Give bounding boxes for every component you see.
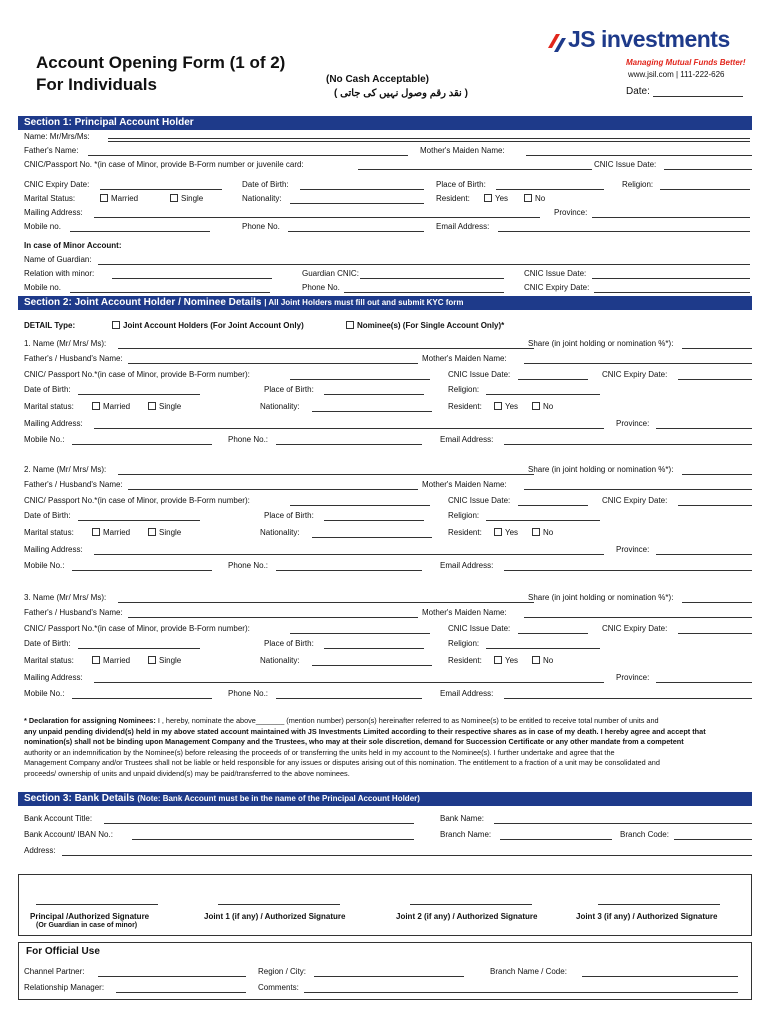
section3-title: Section 3: Bank Details <box>24 793 135 804</box>
comments-label: Comments: <box>258 983 299 992</box>
section2-note: | All Joint Holders must fill out and submit KYC form <box>264 298 464 307</box>
holder2-share-label: Share (in joint holding or nomination %*): <box>528 465 674 474</box>
holder3-married-checkbox[interactable]: Married <box>92 655 130 666</box>
holder2-single-checkbox[interactable]: Single <box>148 527 181 538</box>
cnic-issue-label: CNIC Issue Date: <box>594 160 657 169</box>
holder1-field-line[interactable] <box>276 434 422 445</box>
province-label: Province: <box>554 208 588 217</box>
section1-title: Section 1: Principal Account Holder <box>24 117 194 128</box>
dob-label: Date of Birth: <box>242 180 289 189</box>
holder3-field-line[interactable] <box>518 623 588 634</box>
holder1-field-line[interactable] <box>78 384 200 395</box>
section2-header <box>18 296 752 310</box>
cnic-label: CNIC/Passport No. *(in case of Minor, provide B-Form number or juvenile card: <box>24 160 304 169</box>
holder1-row-2[interactable] <box>24 353 752 364</box>
js-investments-logo <box>546 28 750 68</box>
holder2-field-line[interactable] <box>324 510 424 521</box>
logo-tagline: Managing Mutual Funds Better! <box>626 58 746 67</box>
holder2-mother-label: Mother's Maiden Name: <box>422 480 507 489</box>
guardian-cnic-label: Guardian CNIC: <box>302 269 359 278</box>
holder3-father-label: Father's / Husband's Name: <box>24 608 123 617</box>
holder3-province-label: Province: <box>616 673 650 682</box>
holder3-row-1[interactable] <box>24 592 752 603</box>
holder2-pob-label: Place of Birth: <box>264 511 314 520</box>
mobile-label: Mobile no. <box>24 222 61 231</box>
date-line <box>653 89 743 97</box>
holder3-field-line[interactable] <box>504 688 752 699</box>
holder3-row-3[interactable] <box>24 623 752 634</box>
principal-name-row[interactable] <box>24 131 752 142</box>
holder3-yes-checkbox[interactable]: Yes <box>494 655 518 666</box>
name-label: Name: Mr/Mrs/Ms: <box>24 132 90 141</box>
holder2-field-line[interactable] <box>78 510 200 521</box>
holder3-field-line[interactable] <box>72 688 212 699</box>
joint3-signature[interactable] <box>598 896 720 905</box>
holder3-phone-label: Phone No.: <box>228 689 269 698</box>
name-line <box>108 131 750 139</box>
holder1-yes-checkbox[interactable]: Yes <box>494 401 518 412</box>
holder3-row-2[interactable] <box>24 607 752 618</box>
holder1-single-checkbox[interactable]: Single <box>148 401 181 412</box>
holder2-field-line[interactable] <box>486 510 600 521</box>
principal-parents-row[interactable] <box>24 145 752 156</box>
holder2-field-line[interactable] <box>72 560 212 571</box>
holder1-field-line[interactable] <box>504 434 752 445</box>
holder1-cnic-label: CNIC/ Passport No.*(in case of Minor, provide B-Form number): <box>24 370 250 379</box>
holder2-field-line[interactable] <box>682 464 752 475</box>
holder1-row-6[interactable] <box>24 418 752 429</box>
holder1-mother-label: Mother's Maiden Name: <box>422 354 507 363</box>
holder3-field-line[interactable] <box>118 592 534 603</box>
holder1-field-line[interactable] <box>312 401 432 412</box>
holder3-share-label: Share (in joint holding or nomination %*): <box>528 593 674 602</box>
holder1-married-checkbox[interactable]: Married <box>92 401 130 412</box>
holder3-nationality-label: Nationality: <box>260 656 300 665</box>
holder3-field-line[interactable] <box>312 655 432 666</box>
section2-title: Section 2: Joint Account Holder / Nominee Details <box>24 297 262 308</box>
branch-name-label: Branch Name: <box>440 830 492 839</box>
holder3-cnic-expiry-label: CNIC Expiry Date: <box>602 624 668 633</box>
holder2-row-4[interactable] <box>24 510 752 521</box>
iban-label: Bank Account/ IBAN No.: <box>24 830 113 839</box>
contact-info: www.jsil.com | 111-222-626 <box>628 70 725 79</box>
holder2-field-line[interactable] <box>678 495 752 506</box>
holder1-no-checkbox[interactable]: No <box>532 401 553 412</box>
holder3-field-line[interactable] <box>682 592 752 603</box>
holder1-mobile-label: Mobile No.: <box>24 435 65 444</box>
holder1-religion-label: Religion: <box>448 385 480 394</box>
relation-label: Relation with minor: <box>24 269 95 278</box>
holder1-field-line[interactable] <box>518 369 588 380</box>
holder1-mailing-label: Mailing Address: <box>24 419 83 428</box>
bank-address-row[interactable] <box>24 845 752 856</box>
official-branch-label: Branch Name / Code: <box>490 967 567 976</box>
declaration-title: * Declaration for assigning Nominees: <box>24 716 156 725</box>
holder1-field-line[interactable] <box>656 418 752 429</box>
date-field[interactable] <box>626 86 743 97</box>
joint2-signature[interactable] <box>410 896 532 905</box>
resident-no-checkbox[interactable]: No <box>524 193 545 204</box>
holder2-field-line[interactable] <box>128 479 418 490</box>
joint1-signature[interactable] <box>218 896 340 905</box>
iban-row[interactable] <box>24 829 752 840</box>
holder2-name-label: 2. Name (Mr/ Mrs/ Ms): <box>24 465 107 474</box>
holder3-field-line[interactable] <box>324 638 424 649</box>
principal-signature[interactable] <box>36 896 158 905</box>
principal-cnic-row[interactable] <box>24 159 752 170</box>
principal-dob-row[interactable] <box>24 179 752 190</box>
religion-label: Religion: <box>622 180 654 189</box>
holder2-field-line[interactable] <box>656 544 752 555</box>
holder3-row-4[interactable] <box>24 638 752 649</box>
holder1-field-line[interactable] <box>72 434 212 445</box>
holder2-resident-label: Resident: <box>448 528 482 537</box>
holder1-nationality-label: Nationality: <box>260 402 300 411</box>
holder2-field-line[interactable] <box>518 495 588 506</box>
holder1-name-label: 1. Name (Mr/ Mrs/ Ms): <box>24 339 107 348</box>
nominee-declaration: * Declaration for assigning Nominees: I , hereby, nominate the above_______ (mention number) person(s) hereinafter referred to as Nominee(s) to be entitled to receive total number of units and any unpaid pending dividend(s) held in my above stated account maintained with JS Investments Limited according to their respective shares as in case of my death. I hereby agree and accept that nomination(s) shall not be binding upon Management Company and the Trustees, who may at their sole discretion, demand for Succession Certificate or any other mandate from a competent authority or an indemnification by the Nominee(s) before releasing the proceeds of or transferring the units held in my account to the Nominee(s). I further undertake and agree that the Management Company and/or Trustees shall not be liable or held responsible for any issues or disputes arising out of this nomination. The entitlement to a fraction of a unit may be consolidated and proceeds/ ownership of units and unpaid dividend(s) may be paid/transferred to the above nominees. <box>24 716 706 778</box>
holder2-row-2[interactable] <box>24 479 752 490</box>
holder1-field-line[interactable] <box>94 418 604 429</box>
holder3-name-label: 3. Name (Mr/ Mrs/ Ms): <box>24 593 107 602</box>
detail-type-label: DETAIL Type: <box>24 321 76 330</box>
holder1-cnic-expiry-label: CNIC Expiry Date: <box>602 370 668 379</box>
holder3-field-line[interactable] <box>486 638 600 649</box>
logo-text: JS investments <box>568 26 730 52</box>
no-cash-note: (No Cash Acceptable) <box>326 74 429 85</box>
pob-label: Place of Birth: <box>436 180 486 189</box>
phone-label: Phone No. <box>242 222 280 231</box>
mailing-label: Mailing Address: <box>24 208 83 217</box>
holder2-father-label: Father's / Husband's Name: <box>24 480 123 489</box>
minor-cnic-issue-label: CNIC Issue Date: <box>524 269 587 278</box>
cnic-expiry-label: CNIC Expiry Date: <box>24 180 90 189</box>
holder2-field-line[interactable] <box>524 479 752 490</box>
holder3-field-line[interactable] <box>94 672 604 683</box>
holder3-field-line[interactable] <box>276 688 422 699</box>
minor-contact-row[interactable] <box>24 282 752 293</box>
official-row-2[interactable] <box>24 982 744 993</box>
region-label: Region / City: <box>258 967 307 976</box>
joint2-signature-label: Joint 2 (if any) / Authorized Signature <box>396 912 538 921</box>
section3-header <box>18 792 752 806</box>
joint3-signature-label: Joint 3 (if any) / Authorized Signature <box>576 912 718 921</box>
holder1-row-1[interactable] <box>24 338 752 349</box>
rm-label: Relationship Manager: <box>24 983 105 992</box>
holder3-email-label: Email Address: <box>440 689 494 698</box>
holder1-father-label: Father's / Husband's Name: <box>24 354 123 363</box>
holder2-yes-checkbox[interactable]: Yes <box>494 527 518 538</box>
holder1-field-line[interactable] <box>678 369 752 380</box>
holder1-row-7[interactable] <box>24 434 752 445</box>
single-checkbox[interactable]: Single <box>170 193 203 204</box>
bank-address-label: Address: <box>24 846 56 855</box>
holder3-cnic-issue-label: CNIC Issue Date: <box>448 624 511 633</box>
holder2-no-checkbox[interactable]: No <box>532 527 553 538</box>
guardian-name-row[interactable] <box>24 254 752 265</box>
holder2-phone-label: Phone No.: <box>228 561 269 570</box>
holder3-field-line[interactable] <box>678 623 752 634</box>
holder2-province-label: Province: <box>616 545 650 554</box>
holder3-field-line[interactable] <box>78 638 200 649</box>
branch-code-label: Branch Code: <box>620 830 669 839</box>
section1-header <box>18 116 752 130</box>
holder3-field-line[interactable] <box>524 607 752 618</box>
holder2-field-line[interactable] <box>290 495 430 506</box>
holder3-field-line[interactable] <box>656 672 752 683</box>
bank-name-label: Bank Name: <box>440 814 485 823</box>
principal-signature-note: (Or Guardian in case of minor) <box>36 922 138 929</box>
holder2-cnic-expiry-label: CNIC Expiry Date: <box>602 496 668 505</box>
holder2-field-line[interactable] <box>118 464 534 475</box>
principal-marital-row[interactable] <box>24 193 752 204</box>
official-use-title: For Official Use <box>26 946 100 957</box>
holder2-row-1[interactable] <box>24 464 752 475</box>
holder3-resident-label: Resident: <box>448 656 482 665</box>
form-subtitle: For Individuals <box>36 75 157 94</box>
official-row-1[interactable] <box>24 966 744 977</box>
holder3-mother-label: Mother's Maiden Name: <box>422 608 507 617</box>
minor-phone-label: Phone No. <box>302 283 340 292</box>
holder3-pob-label: Place of Birth: <box>264 639 314 648</box>
form-title: Account Opening Form (1 of 2) <box>36 53 286 72</box>
channel-partner-label: Channel Partner: <box>24 967 85 976</box>
urdu-note: ( نقد رقم وصول نہیں کی جاتی ) <box>334 88 468 99</box>
holder2-marital-label: Marital status: <box>24 528 74 537</box>
holder1-phone-label: Phone No.: <box>228 435 269 444</box>
holder3-field-line[interactable] <box>128 607 418 618</box>
email-label: Email Address: <box>436 222 490 231</box>
holder3-religion-label: Religion: <box>448 639 480 648</box>
holder2-field-line[interactable] <box>276 560 422 571</box>
holder2-dob-label: Date of Birth: <box>24 511 71 520</box>
holder2-mailing-label: Mailing Address: <box>24 545 83 554</box>
holder1-row-5[interactable] <box>24 401 752 412</box>
holder2-mobile-label: Mobile No.: <box>24 561 65 570</box>
holder2-row-5[interactable] <box>24 527 752 538</box>
minor-heading: In case of Minor Account: <box>24 241 122 250</box>
father-label: Father's Name: <box>24 146 79 155</box>
holder1-field-line[interactable] <box>324 384 424 395</box>
bank-title-row[interactable] <box>24 813 752 824</box>
holder1-share-label: Share (in joint holding or nomination %*): <box>528 339 674 348</box>
holder2-field-line[interactable] <box>94 544 604 555</box>
holder1-dob-label: Date of Birth: <box>24 385 71 394</box>
resident-label: Resident: <box>436 194 470 203</box>
holder3-field-line[interactable] <box>290 623 430 634</box>
holder1-field-line[interactable] <box>290 369 430 380</box>
holder2-cnic-issue-label: CNIC Issue Date: <box>448 496 511 505</box>
holder2-nationality-label: Nationality: <box>260 528 300 537</box>
holder1-row-4[interactable] <box>24 384 752 395</box>
mother-label: Mother's Maiden Name: <box>420 146 505 155</box>
nominee-option-checkbox[interactable]: Nominee(s) (For Single Account Only)* <box>346 320 504 331</box>
joint1-signature-label: Joint 1 (if any) / Authorized Signature <box>204 912 346 921</box>
married-checkbox[interactable]: Married <box>100 193 138 204</box>
holder3-no-checkbox[interactable]: No <box>532 655 553 666</box>
marital-label: Marital Status: <box>24 194 76 203</box>
holder3-single-checkbox[interactable]: Single <box>148 655 181 666</box>
holder1-marital-label: Marital status: <box>24 402 74 411</box>
principal-signature-label: Principal /Authorized Signature <box>30 912 150 921</box>
holder2-married-checkbox[interactable]: Married <box>92 527 130 538</box>
holder2-row-6[interactable] <box>24 544 752 555</box>
holder2-row-3[interactable] <box>24 495 752 506</box>
joint-option-checkbox[interactable]: Joint Account Holders (For Joint Account Only) <box>112 320 304 331</box>
holder1-row-3[interactable] <box>24 369 752 380</box>
holder1-field-line[interactable] <box>118 338 534 349</box>
holder3-row-5[interactable] <box>24 655 752 666</box>
minor-mobile-label: Mobile no. <box>24 283 61 292</box>
holder1-field-line[interactable] <box>486 384 600 395</box>
logo-mark-icon <box>546 30 568 54</box>
holder2-field-line[interactable] <box>504 560 752 571</box>
holder3-row-6[interactable] <box>24 672 752 683</box>
holder3-mobile-label: Mobile No.: <box>24 689 65 698</box>
holder1-province-label: Province: <box>616 419 650 428</box>
holder2-field-line[interactable] <box>312 527 432 538</box>
principal-contact-row[interactable] <box>24 221 752 232</box>
holder2-row-7[interactable] <box>24 560 752 571</box>
holder2-email-label: Email Address: <box>440 561 494 570</box>
holder1-field-line[interactable] <box>524 353 752 364</box>
relation-row[interactable] <box>24 268 752 279</box>
holder3-mailing-label: Mailing Address: <box>24 673 83 682</box>
account-title-label: Bank Account Title: <box>24 814 93 823</box>
guardian-name-label: Name of Guardian: <box>24 255 92 264</box>
holder3-marital-label: Marital status: <box>24 656 74 665</box>
detail-type-row[interactable] <box>24 320 752 331</box>
holder2-cnic-label: CNIC/ Passport No.*(in case of Minor, provide B-Form number): <box>24 496 250 505</box>
holder1-pob-label: Place of Birth: <box>264 385 314 394</box>
minor-cnic-expiry-label: CNIC Expiry Date: <box>524 283 590 292</box>
nationality-label: Nationality: <box>242 194 282 203</box>
holder1-field-line[interactable] <box>128 353 418 364</box>
holder2-religion-label: Religion: <box>448 511 480 520</box>
resident-yes-checkbox[interactable]: Yes <box>484 193 508 204</box>
holder1-resident-label: Resident: <box>448 402 482 411</box>
holder1-email-label: Email Address: <box>440 435 494 444</box>
holder3-dob-label: Date of Birth: <box>24 639 71 648</box>
principal-address-row[interactable] <box>24 207 752 218</box>
section3-note: (Note: Bank Account must be in the name of the Principal Account Holder) <box>137 794 420 803</box>
holder1-field-line[interactable] <box>682 338 752 349</box>
holder1-cnic-issue-label: CNIC Issue Date: <box>448 370 511 379</box>
holder3-row-7[interactable] <box>24 688 752 699</box>
date-label: Date: <box>626 86 650 97</box>
holder3-cnic-label: CNIC/ Passport No.*(in case of Minor, provide B-Form number): <box>24 624 250 633</box>
